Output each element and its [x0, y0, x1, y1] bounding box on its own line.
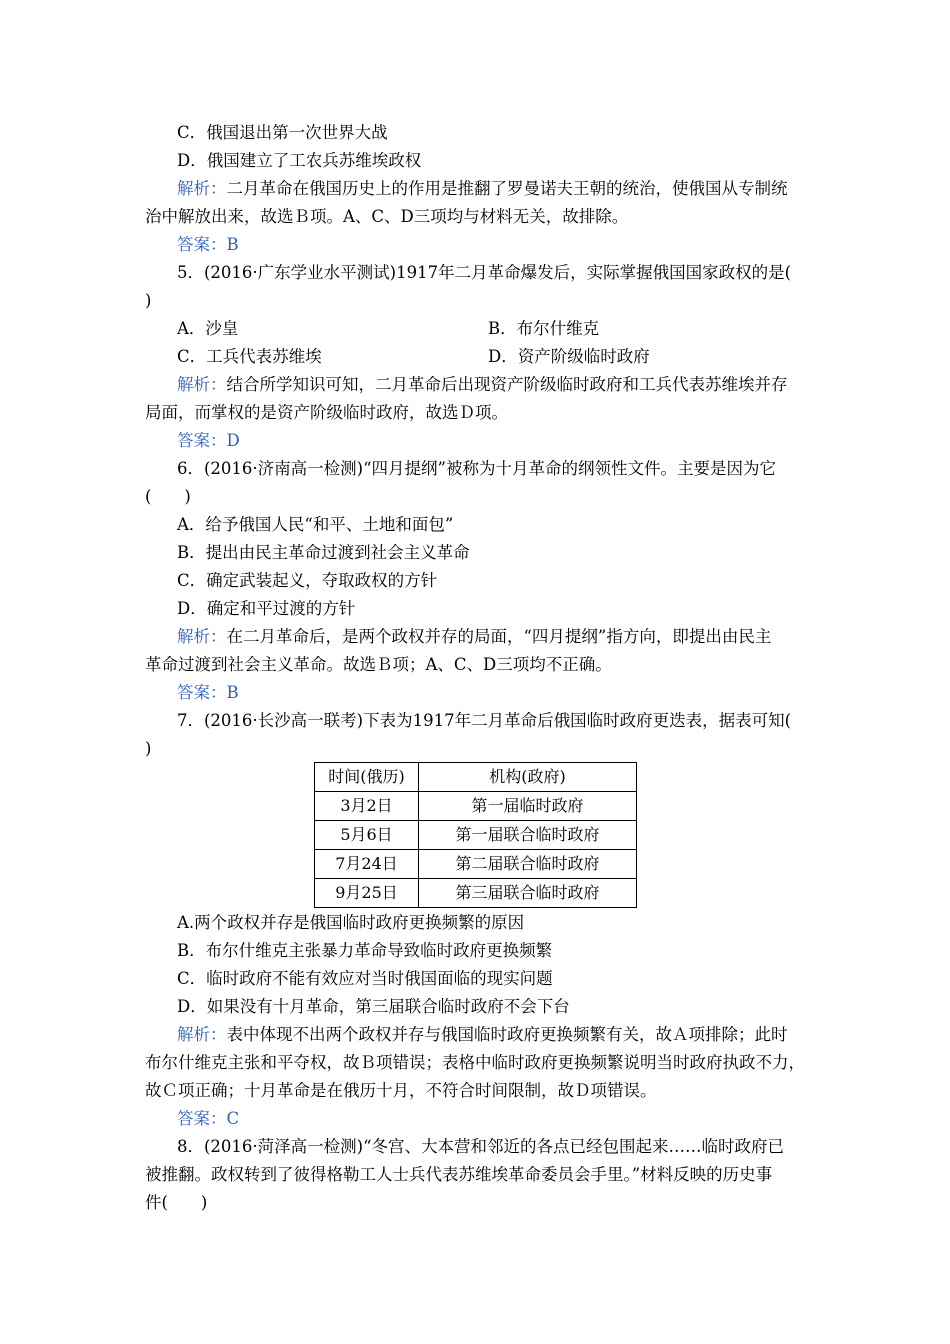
q7-option-b: B．布尔什维克主张暴力革命导致临时政府更换频繁	[177, 941, 553, 960]
q4-analysis-line-2: 治中解放出来，故选Ｂ项。A、C、D三项均与材料无关，故排除。	[145, 207, 629, 226]
q7-analysis-line-1	[177, 1024, 788, 1046]
table-cell-date: 7月24日	[315, 850, 419, 879]
q6-answer: 答案：B	[177, 683, 239, 702]
table-row	[315, 821, 637, 850]
q4-option-d: D．俄国建立了工农兵苏维埃政权	[177, 151, 422, 170]
q5-option-a: A．沙皇	[177, 319, 239, 338]
q5-analysis-line-1	[177, 374, 788, 396]
q4-option-c: C．俄国退出第一次世界大战	[177, 123, 388, 142]
table-cell-date: 9月25日	[315, 879, 419, 908]
analysis-text: 在二月革命后，是两个政权并存的局面，“四月提纲”指方向，即提出由民主	[226, 627, 772, 646]
government-table	[314, 762, 637, 908]
q7-analysis-line-3: 故Ｃ项正确；十月革命是在俄历十月，不符合时间限制，故Ｄ项错误。	[145, 1081, 657, 1100]
q6-option-d: D．确定和平过渡的方针	[177, 599, 356, 618]
q7-analysis-line-2: 布尔什维克主张和平夺权，故Ｂ项错误；表格中临时政府更换频繁说明当时政府执政不力，	[145, 1053, 805, 1072]
analysis-label: 解析：	[177, 179, 227, 198]
table-row	[315, 792, 637, 821]
q8-stem-line-3: 件( )	[145, 1193, 208, 1212]
table-row	[315, 879, 637, 908]
q5-stem-line-2: )	[145, 291, 152, 310]
table-cell-government: 第一届临时政府	[419, 792, 637, 821]
table-cell-government: 第一届联合临时政府	[419, 821, 637, 850]
q7-option-a: A.两个政权并存是俄国临时政府更换频繁的原因	[177, 913, 525, 932]
table-row	[315, 850, 637, 879]
q5-option-c: C．工兵代表苏维埃	[177, 347, 322, 366]
table-header-body: 机构(政府)	[419, 763, 637, 792]
q6-analysis-line-2: 革命过渡到社会主义革命。故选Ｂ项；A、C、D三项均不正确。	[145, 655, 612, 674]
table-cell-date: 3月2日	[315, 792, 419, 821]
analysis-text: 结合所学知识可知，二月革命后出现资产阶级临时政府和工兵代表苏维埃并存	[226, 375, 788, 394]
q5-stem-line-1: 5．(2016·广东学业水平测试)1917年二月革命爆发后，实际掌握俄国国家政权的是(	[177, 263, 792, 282]
analysis-label: 解析：	[177, 627, 227, 646]
q7-stem-line-2: )	[145, 739, 152, 758]
q4-answer: 答案：B	[177, 235, 239, 254]
table-cell-government: 第三届联合临时政府	[419, 879, 637, 908]
q7-stem-line-1: 7．(2016·长沙高一联考)下表为1917年二月革命后俄国临时政府更迭表，据表可知(	[177, 711, 792, 730]
analysis-text: 二月革命在俄国历史上的作用是推翻了罗曼诺夫王朝的统治，使俄国从专制统	[226, 179, 788, 198]
q4-analysis-line-1	[177, 178, 788, 200]
table-header-row	[315, 763, 637, 792]
q5-option-d: D．资产阶级临时政府	[488, 347, 650, 366]
q6-option-a: A．给予俄国人民“和平、土地和面包”	[177, 515, 454, 534]
q7-option-c: C．临时政府不能有效应对当时俄国面临的现实问题	[177, 969, 553, 988]
q6-analysis-line-1	[177, 626, 771, 648]
q8-stem-line-1: 8．(2016·菏泽高一检测)“冬宫、大本营和邻近的各点已经包围起来……临时政府已	[177, 1137, 785, 1156]
table-header-time: 时间(俄历)	[315, 763, 419, 792]
q5-answer: 答案：D	[177, 431, 240, 450]
q6-option-b: B．提出由民主革命过渡到社会主义革命	[177, 543, 470, 562]
table-cell-government: 第二届联合临时政府	[419, 850, 637, 879]
q7-option-d: D．如果没有十月革命，第三届联合临时政府不会下台	[177, 997, 570, 1016]
q6-option-c: C．确定武装起义，夺取政权的方针	[177, 571, 438, 590]
q5-analysis-line-2: 局面，而掌权的是资产阶级临时政府，故选Ｄ项。	[145, 403, 508, 422]
q5-option-b: B．布尔什维克	[488, 319, 600, 338]
table-cell-date: 5月6日	[315, 821, 419, 850]
q6-stem-line-1: 6．(2016·济南高一检测)“四月提纲”被称为十月革命的纲领性文件。主要是因为它	[177, 459, 776, 478]
analysis-label: 解析：	[177, 1025, 227, 1044]
analysis-text: 表中体现不出两个政权并存与俄国临时政府更换频繁有关，故Ａ项排除；此时	[226, 1025, 788, 1044]
q6-stem-line-2: ( )	[145, 487, 191, 506]
analysis-label: 解析：	[177, 375, 227, 394]
q7-answer: 答案：C	[177, 1109, 240, 1128]
q8-stem-line-2: 被推翻。政权转到了彼得格勒工人士兵代表苏维埃革命委员会手里。”材料反映的历史事	[145, 1165, 773, 1184]
